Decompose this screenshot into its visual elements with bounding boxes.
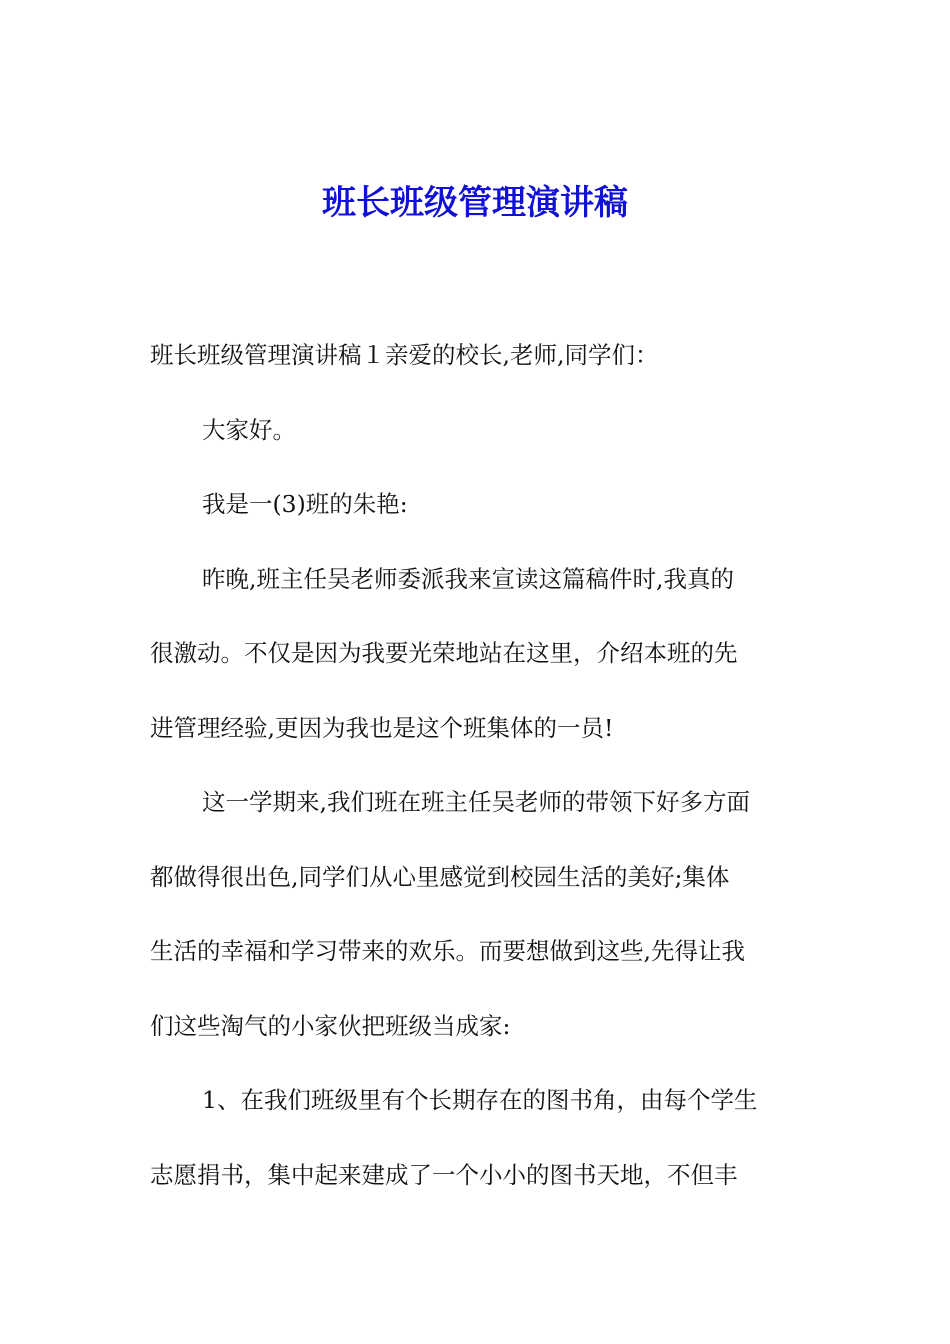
document-body bbox=[150, 330, 810, 1224]
paragraph-line-8: 都做得很出色,同学们从心里感觉到校园生活的美好;集体 bbox=[150, 862, 730, 891]
paragraph-line-11: 1、在我们班级里有个长期存在的图书角，由每个学生 bbox=[202, 1086, 758, 1114]
paragraph-line-2: 大家好。 bbox=[202, 415, 296, 444]
paragraph-line-9: 生活的幸福和学习带来的欢乐。而要想做到这些,先得让我 bbox=[150, 937, 745, 965]
paragraph-line-3: 我是一(3)班的朱艳: bbox=[202, 490, 408, 518]
paragraph-line-7: 这一学期来,我们班在班主任吴老师的带领下好多方面 bbox=[202, 788, 750, 816]
paragraph-line-1: 班长班级管理演讲稿１亲爱的校长,老师,同学们： bbox=[150, 341, 659, 369]
paragraph-line-10: 们这些淘气的小家伙把班级当成家: bbox=[150, 1011, 511, 1040]
paragraph-line-5: 很激动。不仅是因为我要光荣地站在这里，介绍本班的先 bbox=[150, 639, 738, 667]
paragraph-line-4: 昨晚,班主任吴老师委派我来宣读这篇稿件时,我真的 bbox=[202, 564, 734, 593]
paragraph-line-6: 进管理经验,更因为我也是这个班集体的一员! bbox=[150, 713, 614, 742]
paragraph-line-12: 志愿捐书，集中起来建成了一个小小的图书天地，不但丰 bbox=[150, 1160, 738, 1189]
document-title: 班长班级管理演讲稿 bbox=[322, 183, 628, 223]
